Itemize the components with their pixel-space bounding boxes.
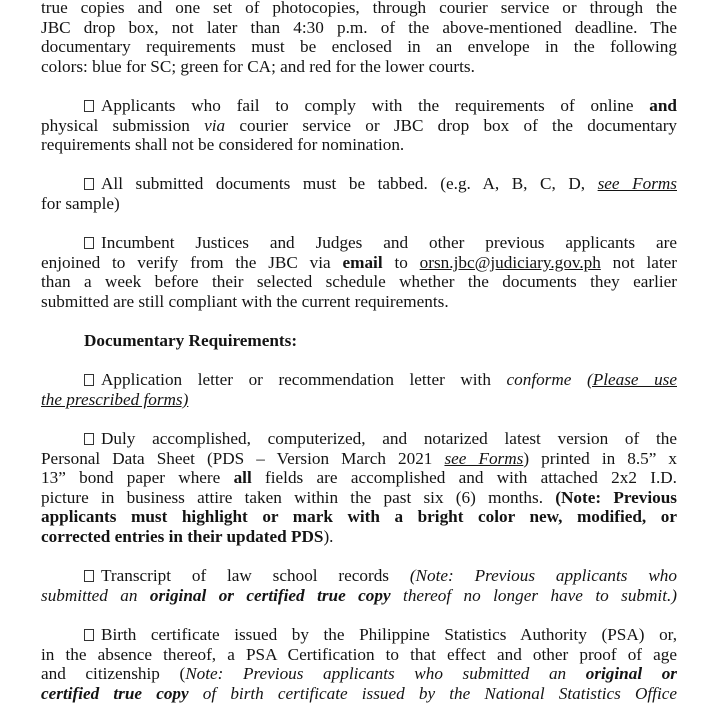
text-line <box>41 253 677 273</box>
text-line <box>41 449 677 469</box>
document-page <box>41 0 677 723</box>
application-letter-item <box>41 370 677 409</box>
text-run: Incumbent Justices and Judges and other previous applicants are <box>101 233 677 253</box>
text-run: the prescribed forms) <box>41 389 189 409</box>
text-run: requirements shall not be considered for nomination. <box>41 135 405 155</box>
text-run: see Forms <box>597 174 677 194</box>
text-run: true copies and one set of photocopies, through courier service or through the <box>41 0 677 17</box>
text-run: ) printed in 8.5” x <box>523 448 677 468</box>
text-run <box>571 370 587 389</box>
text-run: fields are accomplished and with attached 2x2 I.D. <box>251 468 677 488</box>
text-run: Applicants who fail to comply with the requirements of online <box>101 95 650 115</box>
text-line <box>41 586 677 606</box>
text-line <box>41 96 677 116</box>
text-run: Documentary Requirements: <box>84 331 298 351</box>
text-line <box>41 57 677 77</box>
text-run: enjoined to verify from the JBC via <box>41 252 343 272</box>
text-line <box>41 135 677 155</box>
text-run: than a week before their selected schedule whether the documents they earlier <box>41 272 677 292</box>
text-run: colors: blue for SC; green for CA; and red for the lower courts. <box>41 56 475 76</box>
text-run: JBC drop box, not later than 4:30 p.m. of the above-mentioned deadline. The <box>41 17 677 37</box>
text-line <box>41 0 677 18</box>
text-run: Personal Data Sheet (PDS – Version March 2021 <box>41 448 445 468</box>
birth-certificate-item <box>41 625 677 703</box>
text-line <box>41 468 677 488</box>
text-run: conforme <box>506 370 572 390</box>
text-run: not later <box>600 252 677 272</box>
text-run: documentary requirements must be enclosed in an envelope in the following <box>41 37 677 57</box>
text-line <box>41 116 677 136</box>
text-run: to <box>382 252 420 272</box>
text-line <box>41 233 677 253</box>
text-line <box>41 272 677 292</box>
transcript-item <box>41 566 677 605</box>
checkbox-icon <box>84 100 94 112</box>
email-link[interactable]: orsn.jbc@judiciary.gov.ph <box>419 252 601 272</box>
checkbox-icon <box>84 433 94 445</box>
text-run: original or <box>585 664 677 684</box>
pds-item <box>41 429 677 547</box>
text-run: original or certified true copy <box>149 585 391 605</box>
text-run: via <box>204 115 226 135</box>
text-run: and <box>649 95 677 115</box>
text-run: in the absence thereof, a PSA Certification to that effect and other proof of age <box>41 644 677 664</box>
text-run: submitted an <box>41 585 150 605</box>
text-run: thereof no longer have to submit.) <box>390 585 678 605</box>
text-run: email <box>342 252 383 272</box>
text-run: Application letter or recommendation letter with <box>101 370 507 390</box>
noncompliance-paragraph <box>41 96 677 155</box>
text-run: physical submission <box>41 115 205 135</box>
submission-paragraph <box>41 0 677 76</box>
text-run: all <box>233 468 252 488</box>
text-run: Duly accomplished, computerized, and notarized latest version of the <box>101 429 677 449</box>
text-run: applicants must highlight or mark with a bright color new, modified, or <box>41 507 677 527</box>
text-run: 13” bond paper where <box>41 468 234 488</box>
incumbent-paragraph <box>41 233 677 311</box>
checkbox-icon <box>84 629 94 641</box>
text-line <box>41 292 677 312</box>
text-line <box>41 684 677 704</box>
text-run: see Forms <box>444 448 524 468</box>
text-run: picture in business attire taken within the past six (6) months. <box>41 487 556 507</box>
text-line <box>41 488 677 508</box>
text-line <box>41 174 677 194</box>
text-line <box>41 664 677 684</box>
text-line <box>41 625 677 645</box>
checkbox-icon <box>84 570 94 582</box>
text-run: (Note: Previous <box>555 487 677 507</box>
checkbox-icon <box>84 178 94 190</box>
text-line <box>41 331 677 351</box>
text-run: (Please use <box>586 370 677 390</box>
text-run: ). <box>323 527 334 547</box>
text-line <box>41 194 677 214</box>
text-run: Transcript of law school records <box>101 566 410 586</box>
text-line <box>41 429 677 449</box>
text-line <box>41 18 677 38</box>
text-line <box>41 370 677 390</box>
documentary-requirements-heading <box>41 331 677 351</box>
text-run: submitted are still compliant with the current requirements. <box>41 291 449 311</box>
text-run: Birth certificate issued by the Philippine Statistics Authority (PSA) or, <box>101 625 677 644</box>
text-run: certified true copy <box>41 683 189 703</box>
text-line <box>41 645 677 665</box>
text-run: (Note: Previous applicants who <box>409 566 677 586</box>
text-line <box>41 566 677 586</box>
text-line <box>41 507 677 527</box>
text-run: for sample) <box>41 193 120 213</box>
text-run: and citizenship ( <box>41 664 186 684</box>
text-run: courier service or JBC drop box of the documentary <box>225 115 678 135</box>
text-run: Note: Previous applicants who submitted an <box>185 664 586 684</box>
text-line <box>41 527 677 547</box>
checkbox-icon <box>84 374 94 386</box>
tabbed-documents-paragraph <box>41 174 677 213</box>
text-line <box>41 37 677 57</box>
text-run: corrected entries in their updated PDS <box>41 527 324 547</box>
text-run: All submitted documents must be tabbed. (e.g. A, B, C, D, <box>101 174 598 194</box>
checkbox-icon <box>84 237 94 249</box>
text-line <box>41 390 677 410</box>
text-run: of birth certificate issued by the National Statistics Office <box>188 683 677 703</box>
